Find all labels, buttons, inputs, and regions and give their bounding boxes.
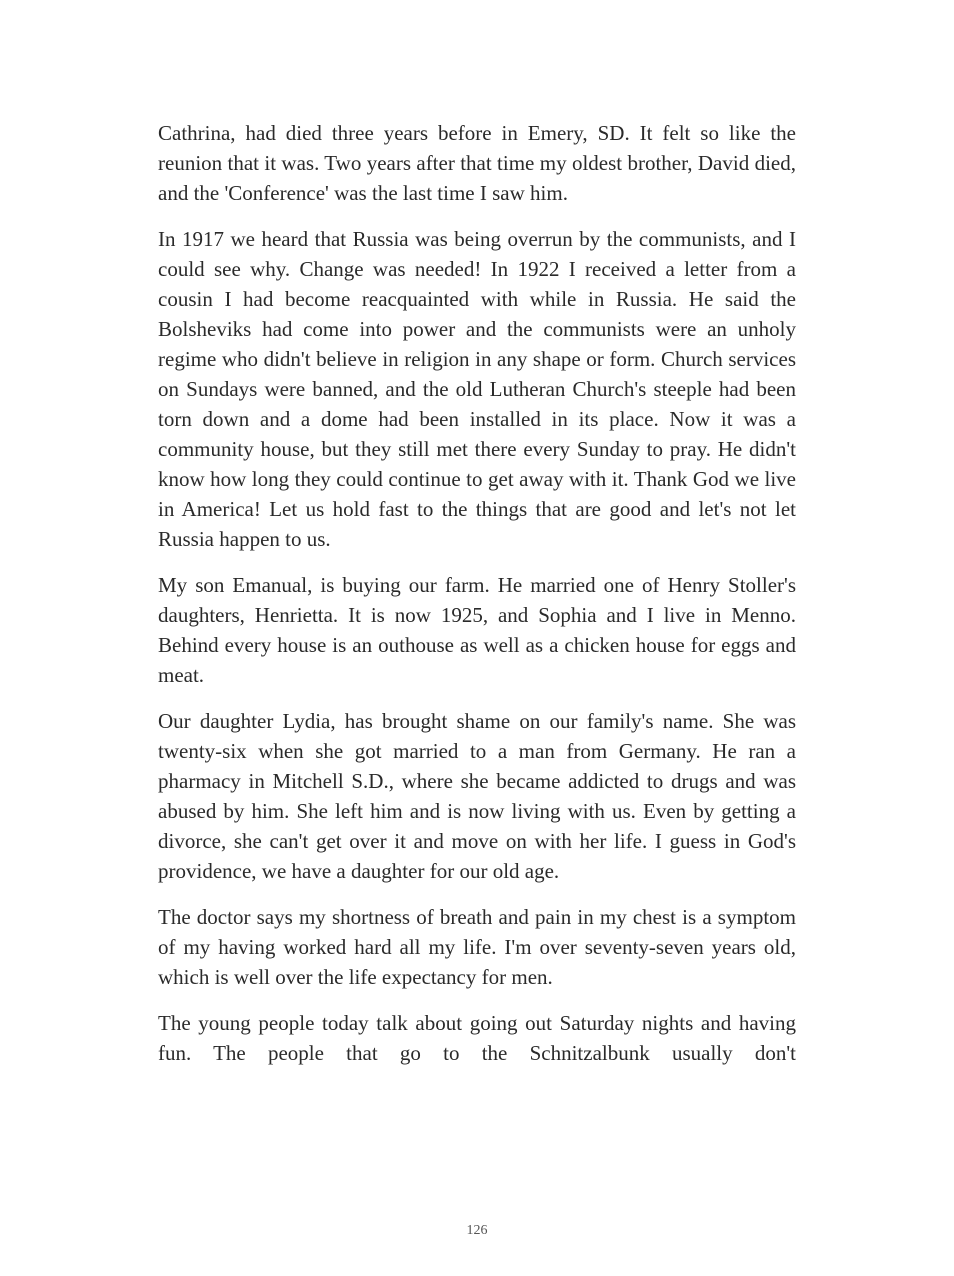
paragraph-6: The young people today talk about going out Saturday nights and having fun. The people that go to the Schnitzalbunk usually don't bbox=[158, 1011, 796, 1065]
page-number: 126 bbox=[466, 1223, 488, 1238]
paragraph-5: The doctor says my shortness of breath and pain in my chest is a symptom of my having worked hard all my life. I'm over seventy-seven years old, which is well over the life expectancy for men. bbox=[158, 905, 796, 989]
paragraph-3: My son Emanual, is buying our farm. He married one of Henry Stoller's daughters, Henrietta. It is now 1925, and Sophia and I live in Menno. Behind every house is an outhouse as well as a chicken house for eggs and meat. bbox=[158, 573, 796, 687]
paragraph-2: In 1917 we heard that Russia was being overrun by the communists, and I could see why. Change was needed! In 1922 I received a letter from a cousin I had become reacquainted with while in Russia. He said the Bolsheviks had come into power and the communists were an unholy regime who didn't believe in religion in any shape or form. Church services on Sundays were banned, and the old Lutheran Church's steeple had been torn down and a dome had been installed in its place. Now it was a community house, but they still met there every Sunday to pray. He didn't know how long they could continue to get away with it. Thank God we live in America! Let us hold fast to the things that are good and let's not let Russia happen to us. bbox=[158, 227, 796, 551]
body-text bbox=[158, 118, 796, 1084]
paragraph-1: Cathrina, had died three years before in Emery, SD. It felt so like the reunion that it was. Two years after that time my oldest brother, David died, and the 'Conference' was the last time I saw him. bbox=[158, 121, 796, 205]
paragraph-4: Our daughter Lydia, has brought shame on our family's name. She was twenty-six when she got married to a man from Germany. He ran a pharmacy in Mitchell S.D., where she became addicted to drugs and was abused by him. She left him and is now living with us. Even by getting a divorce, she can't get over it and move on with her life. I guess in God's providence, we have a daughter for our old age. bbox=[158, 709, 796, 883]
